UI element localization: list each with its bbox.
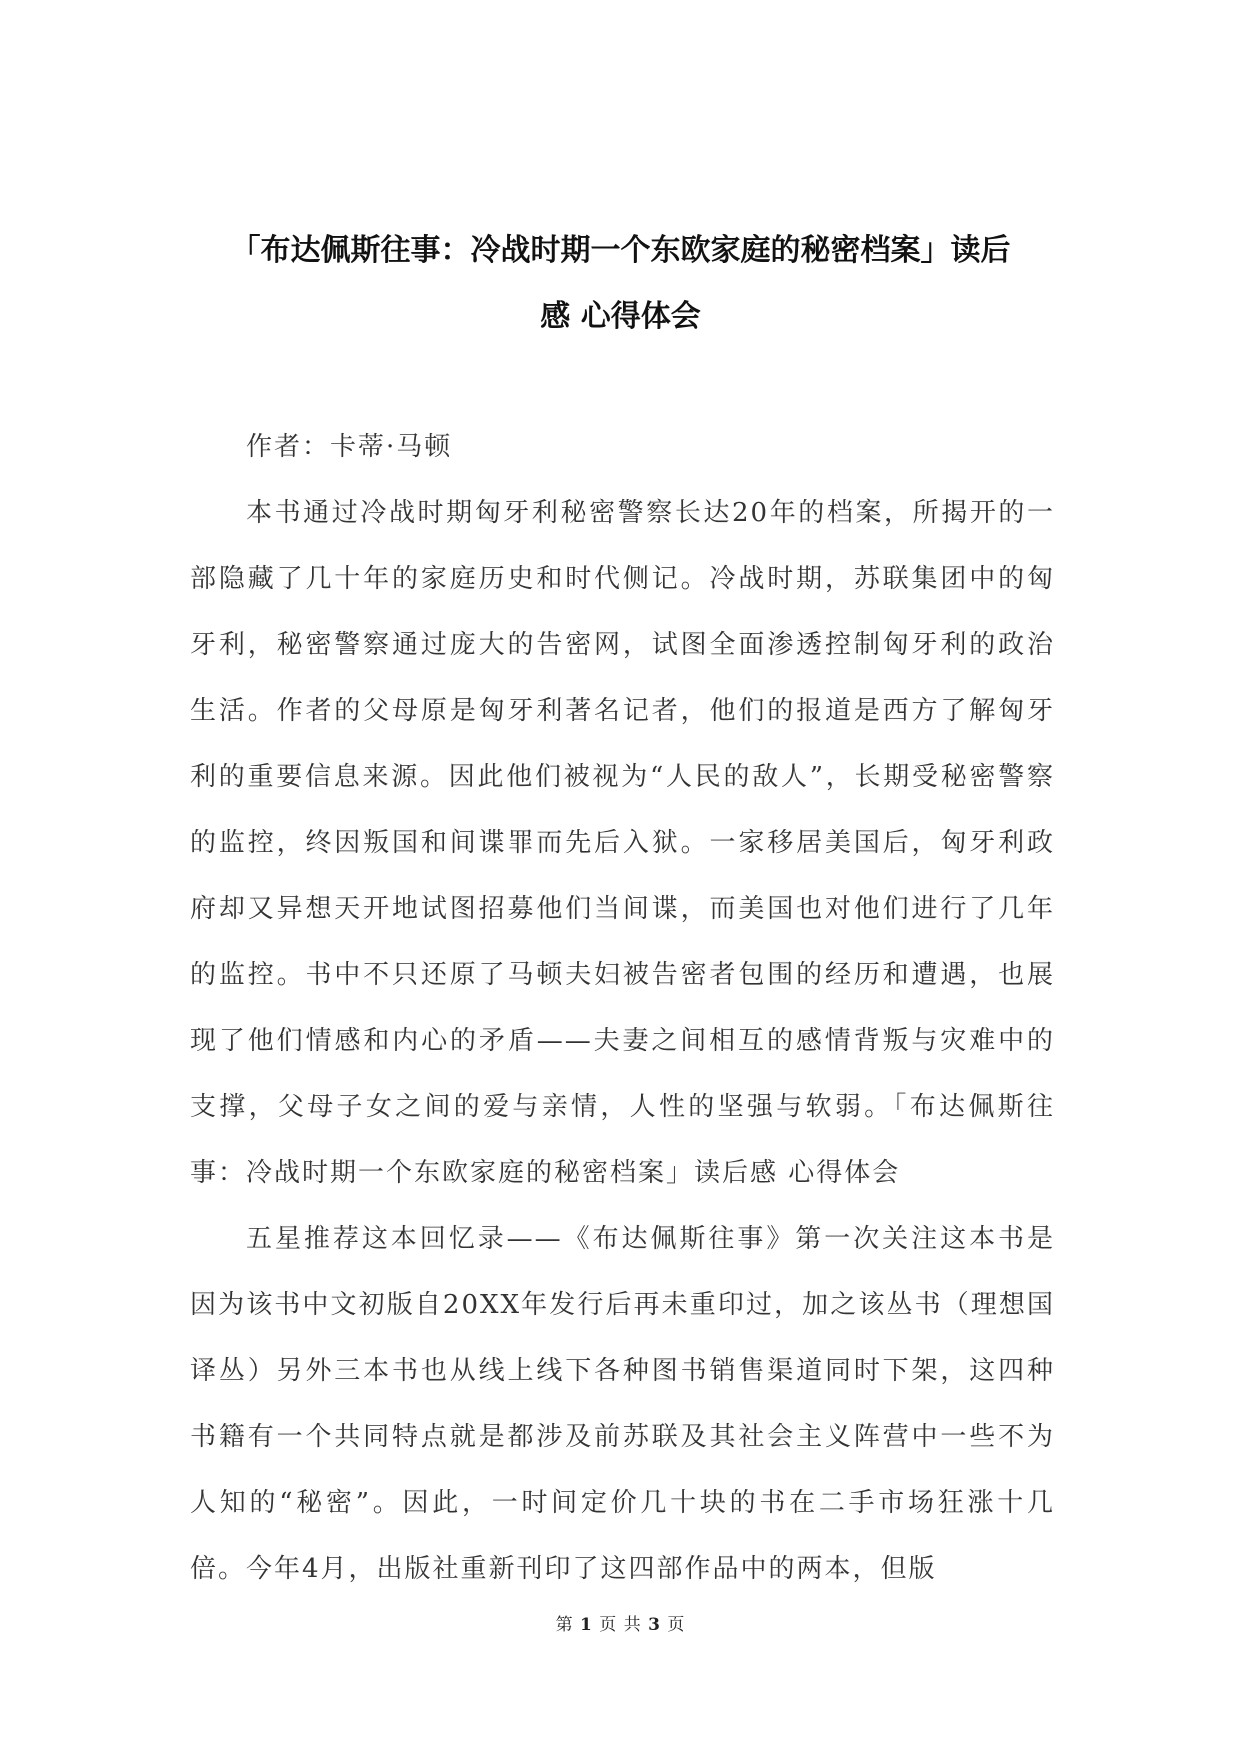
body-paragraph-1: 本书通过冷战时期匈牙利秘密警察长达20年的档案，所揭开的一部隐藏了几十年的家庭历史和时代侧记。冷战时期，苏联集团中的匈牙利，秘密警察通过庞大的告密网，试图全面渗透控制匈牙利的政治生活。作者的父母原是匈牙利著名记者，他们的报道是西方了解匈牙利的重要信息来源。因此他们被视为“人民的敌人”，长期受秘密警察的监控，终因叛国和间谍罪而先后入狱。一家移居美国后，匈牙利政府却又异想天开地试图招募他们当间谍，而美国也对他们进行了几年的监控。书中不只还原了马顿夫妇被告密者包围的经历和遭遇，也展现了他们情感和内心的矛盾——夫妻之间相互的感情背叛与灾难中的支撑，父母子女之间的爱与亲情，人性的坚强与软弱。「布达佩斯往事：冷战时期一个东欧家庭的秘密档案」读后感 心得体会 xyxy=(190,498,1055,1188)
footer-middle: 页 共 xyxy=(592,1615,649,1635)
page-footer xyxy=(0,1610,1241,1635)
author-line: 作者：卡蒂·马顿 xyxy=(246,432,453,462)
document-title xyxy=(178,218,1063,350)
document-body xyxy=(190,414,1055,1602)
footer-prefix: 第 xyxy=(555,1615,581,1635)
page-number: 1 xyxy=(580,1615,593,1635)
title-line-1: 「布达佩斯往事：冷战时期一个东欧家庭的秘密档案」读后 xyxy=(230,233,1011,268)
total-pages: 3 xyxy=(648,1615,661,1635)
footer-suffix: 页 xyxy=(660,1615,686,1635)
body-paragraph-2: 五星推荐这本回忆录——《布达佩斯往事》第一次关注这本书是因为该书中文初版自20XX年发行后再未重印过，加之该丛书（理想国译丛）另外三本书也从线上线下各种图书销售渠道同时下架，这四种书籍有一个共同特点就是都涉及前苏联及其社会主义阵营中一些不为人知的“秘密”。因此，一时间定价几十块的书在二手市场狂涨十几倍。今年4月，出版社重新刊印了这四部作品中的两本，但版 xyxy=(190,1224,1055,1584)
title-line-2: 感 心得体会 xyxy=(540,299,701,334)
